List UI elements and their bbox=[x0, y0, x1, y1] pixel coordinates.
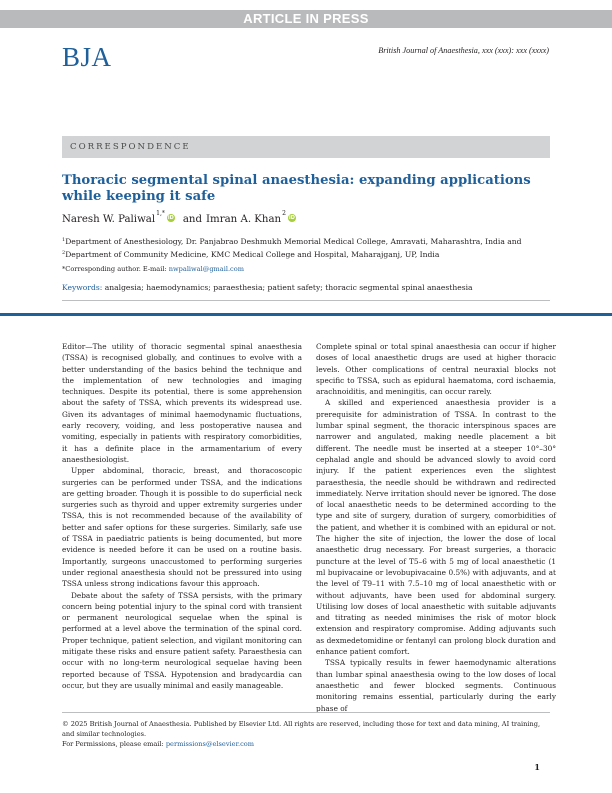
accent-divider bbox=[0, 313, 612, 316]
permissions-line: For Permissions, please email: permissions@elsevier.com bbox=[62, 740, 255, 748]
footer bbox=[62, 719, 550, 749]
footer-divider bbox=[62, 712, 550, 713]
article-in-press-banner: ARTICLE IN PRESS bbox=[0, 10, 612, 28]
keywords-label: Keywords: bbox=[62, 283, 103, 292]
keywords bbox=[62, 283, 473, 292]
divider bbox=[62, 300, 550, 301]
body-paragraph: Debate about the safety of TSSA persists, with the primary concern being potential injury to the spinal cord with transient or permanent neurological sequelae when the spinal is performed at a level above the termination of the spinal cord. Proper technique, patient selection, and vigilant monitoring can mitigate these risks and ensure patient safety. Paraesthesia can occur with no long-term neurological sequelae having been reported because of TSSA. Hypotension and bradycardia can occur, but they are usually minimal and easily manageable. bbox=[62, 590, 302, 690]
orcid-icon[interactable]: iD bbox=[167, 215, 174, 221]
author-conjunction: and bbox=[182, 214, 203, 225]
section-label: CORRESPONDENCE bbox=[70, 142, 191, 152]
author-name[interactable]: Imran A. Khan bbox=[206, 214, 282, 225]
orcid-icon[interactable]: iD bbox=[289, 215, 295, 221]
keywords-text: analgesia; haemodynamics; paraesthesia; patient safety; thoracic segmental spinal anaesthesia bbox=[102, 283, 473, 292]
journal-logo[interactable]: BJA bbox=[62, 42, 112, 72]
affiliation-2: $^2$Department of Community Medicine, KMC Medical College and Hospital, Maharajganj, UP, India bbox=[62, 250, 440, 259]
author-list bbox=[62, 210, 296, 225]
body-paragraph: TSSA typically results in fewer haemodynamic alterations than lumbar spinal anaesthesia owing to the low doses of local anaesthetic and fewer blocked segments. Continuous monitoring remains essential, particularly during the early phase of bbox=[316, 658, 556, 713]
page-number: 1 bbox=[534, 762, 540, 772]
body-column-right bbox=[316, 341, 556, 714]
author-name[interactable]: Naresh W. Paliwal bbox=[62, 214, 156, 225]
body-paragraph: Complete spinal or total spinal anaesthesia can occur if higher doses of local anaesthetic drugs are used at higher thoracic levels. Other complications of central neuraxial blocks not specific to TSSA, such as epidural haematoma, cord ischaemia, arachnoiditis, and meningitis, can occur rarely. bbox=[316, 342, 556, 397]
corresponding-author: *Corresponding author. E-mail: nwpaliwal@gmail.com bbox=[62, 265, 244, 273]
email-link[interactable]: nwpaliwal@gmail.com bbox=[168, 265, 244, 273]
body-paragraph: Upper abdominal, thoracic, breast, and thoracoscopic surgeries can be performed under TSSA, and the indications are getting broader. Though it is possible to do superficial neck surgeries such as thyroid and upper extremity surgeries under TSSA, this is not recommended because of the availability of better and safer options for these surgeries. Similarly, safe use of TSSA in paediatric patients is being documented, but more evidence is needed before it can be used on a routine basis. Importantly, surgeons unaccustomed to performing surgeries under regional anaesthesia should not be pressured into using TSSA unless strong indications favour this approach. bbox=[62, 466, 302, 589]
body-paragraph: Editor—The utility of thoracic segmental spinal anaesthesia (TSSA) is recognised globally, and continues to evolve with a better understanding of the basics behind the technique and the implementation of new technologies and imaging techniques. Despite its potential, there is some apprehension about the safety of TSSA, which prevents its widespread use. Given its advantages of minimal haemodynamic fluctuations, early recovery, voiding, and less postoperative nausea and vomiting, especially in patients with respiratory comorbidities, it has a definite place in the armamentarium of every anaesthesiologist. bbox=[62, 342, 302, 464]
author-superscript: 1,* bbox=[156, 210, 165, 217]
body-paragraph: A skilled and experienced anaesthesia provider is a prerequisite for administration of TSSA. In contrast to the lumbar spinal segment, the thoracic interspinous spaces are narrower and angulated, making needle placement a bit different. The needle must be inserted at a steeper 10°–30° cephalad angle and should be advanced slowly to avoid cord injury. If the patient experiences even the slightest paraesthesia, the needle should be withdrawn and redirected immediately. Nerve irritation should never be ignored. The dose of local anaesthetic needs to be determined according to the type and site of surgery, duration of surgery, comorbidities of the patient, and whether it is combined with an epidural or not. The higher the site of injection, the lower the dose of local anaesthetic drug necessary. For breast surgeries, a thoracic puncture at the level of T5–6 with 5 mg of local anaesthetic (1 ml bupivacaine or levobupivacaine 0.5%) with adjuvants, and at the level of T9–11 with 7.5–10 mg of local anaesthetic with or without adjuvants, have been used for abdominal surgery. Utilising low doses of local anaesthetic with suitable adjuvants and titrating as needed minimises the risk of motor block extension and respiratory compromise. Adding adjuvants such as dexmedetomidine or fentanyl can prolong block duration and enhance patient comfort. bbox=[316, 398, 556, 657]
affiliation-1: $^1$Department of Anesthesiology, Dr. Panjabrao Deshmukh Memorial Medical College, Amravati, Maharashtra, India and bbox=[62, 237, 522, 246]
journal-citation: British Journal of Anaesthesia, xxx (xxx): xxx (xxxx) bbox=[378, 46, 549, 55]
article-title: Thoracic segmental spinal anaesthesia: expanding applications while keeping it safe bbox=[62, 173, 531, 204]
permissions-email-link[interactable]: permissions@elsevier.com bbox=[165, 740, 255, 748]
body-column-left bbox=[62, 341, 302, 691]
author-superscript: 2 bbox=[282, 210, 286, 217]
copyright-notice: © 2025 British Journal of Anaesthesia. Published by Elsevier Ltd. All rights are reserved, including those for text and data mining, AI training, and similar technologies. bbox=[62, 720, 541, 738]
